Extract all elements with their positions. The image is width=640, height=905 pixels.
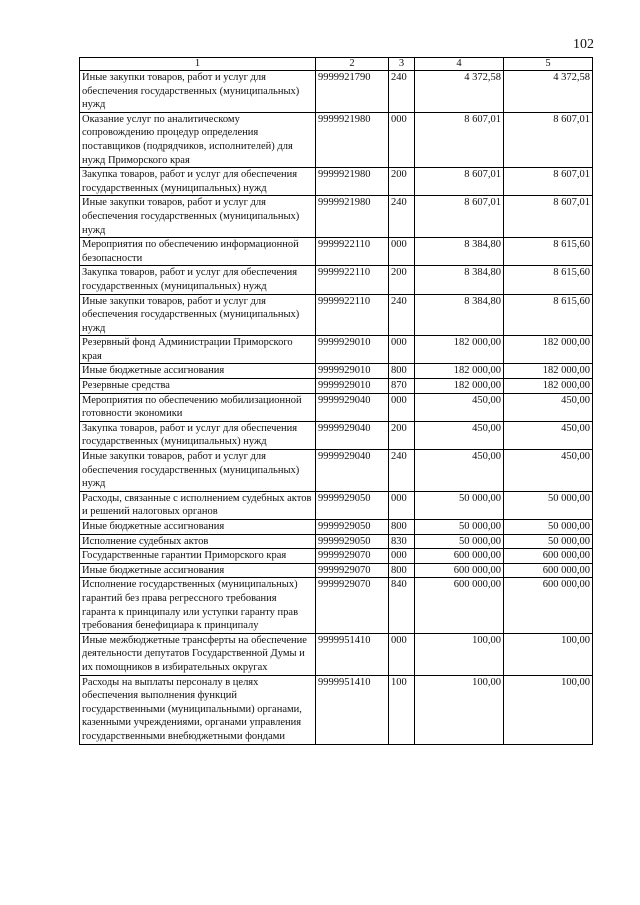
row-description: Иные бюджетные ассигнования: [80, 520, 316, 535]
table-row: [80, 238, 593, 266]
header-col-5: 5: [504, 58, 593, 71]
row-description: Иные бюджетные ассигнования: [80, 563, 316, 578]
row-expense-type: 800: [389, 563, 415, 578]
table-row: [80, 549, 593, 564]
row-amount-col5: 182 000,00: [504, 379, 593, 394]
row-target-code: 9999929040: [316, 393, 389, 421]
row-target-code: 9999929010: [316, 336, 389, 364]
row-expense-type: 840: [389, 578, 415, 633]
row-amount-col4: 182 000,00: [415, 336, 504, 364]
row-amount-col5: 600 000,00: [504, 549, 593, 564]
row-description: Мероприятия по обеспечению мобилизационной готовности экономики: [80, 393, 316, 421]
table-row: [80, 294, 593, 336]
row-amount-col4: 600 000,00: [415, 578, 504, 633]
table-row: [80, 563, 593, 578]
row-description: Иные закупки товаров, работ и услуг для обеспечения государственных (муниципальных) нужд: [80, 71, 316, 113]
row-expense-type: 000: [389, 238, 415, 266]
row-target-code: 9999929040: [316, 450, 389, 492]
table-row: [80, 675, 593, 744]
row-expense-type: 200: [389, 266, 415, 294]
row-amount-col4: 182 000,00: [415, 379, 504, 394]
row-target-code: 9999929050: [316, 491, 389, 519]
row-target-code: 9999922110: [316, 238, 389, 266]
row-description: Иные закупки товаров, работ и услуг для обеспечения государственных (муниципальных) нужд: [80, 294, 316, 336]
row-amount-col4: 450,00: [415, 450, 504, 492]
row-amount-col4: 100,00: [415, 675, 504, 744]
row-description: Иные закупки товаров, работ и услуг для обеспечения государственных (муниципальных) нужд: [80, 196, 316, 238]
header-row: [80, 58, 593, 71]
row-target-code: 9999921980: [316, 112, 389, 167]
row-expense-type: 870: [389, 379, 415, 394]
table-row: [80, 633, 593, 675]
row-amount-col4: 8 607,01: [415, 196, 504, 238]
row-expense-type: 200: [389, 168, 415, 196]
row-amount-col5: 8 607,01: [504, 112, 593, 167]
row-description: Расходы на выплаты персоналу в целях обеспечения выполнения функций государственными (муниципальными) органами, казенными учреждениями, органами управления государственными внебюджетными фондами: [80, 675, 316, 744]
row-expense-type: 000: [389, 491, 415, 519]
row-target-code: 9999929070: [316, 578, 389, 633]
row-amount-col5: 8 615,60: [504, 266, 593, 294]
table-row: [80, 491, 593, 519]
header-col-4: 4: [415, 58, 504, 71]
row-target-code: 9999929040: [316, 421, 389, 449]
row-amount-col4: 50 000,00: [415, 491, 504, 519]
row-amount-col4: 600 000,00: [415, 549, 504, 564]
row-target-code: 9999929050: [316, 534, 389, 549]
row-target-code: 9999929010: [316, 364, 389, 379]
row-description: Иные бюджетные ассигнования: [80, 364, 316, 379]
row-target-code: 9999922110: [316, 294, 389, 336]
row-expense-type: 800: [389, 364, 415, 379]
row-description: Государственные гарантии Приморского края: [80, 549, 316, 564]
row-target-code: 9999929010: [316, 379, 389, 394]
header-col-3: 3: [389, 58, 415, 71]
row-expense-type: 000: [389, 393, 415, 421]
row-amount-col5: 182 000,00: [504, 336, 593, 364]
row-expense-type: 240: [389, 71, 415, 113]
table-row: [80, 450, 593, 492]
row-amount-col4: 450,00: [415, 421, 504, 449]
row-amount-col4: 450,00: [415, 393, 504, 421]
table-row: [80, 379, 593, 394]
row-amount-col4: 8 384,80: [415, 238, 504, 266]
row-amount-col5: 182 000,00: [504, 364, 593, 379]
row-target-code: 9999951410: [316, 675, 389, 744]
row-description: Закупка товаров, работ и услуг для обеспечения государственных (муниципальных) нужд: [80, 421, 316, 449]
row-amount-col5: 100,00: [504, 633, 593, 675]
row-expense-type: 000: [389, 336, 415, 364]
row-amount-col5: 50 000,00: [504, 534, 593, 549]
row-description: Иные закупки товаров, работ и услуг для обеспечения государственных (муниципальных) нужд: [80, 450, 316, 492]
row-amount-col5: 50 000,00: [504, 520, 593, 535]
table-row: [80, 520, 593, 535]
budget-table: [79, 57, 593, 745]
table-row: [80, 393, 593, 421]
row-amount-col5: 50 000,00: [504, 491, 593, 519]
header-col-1: 1: [80, 58, 316, 71]
table-row: [80, 534, 593, 549]
row-description: Закупка товаров, работ и услуг для обеспечения государственных (муниципальных) нужд: [80, 266, 316, 294]
row-amount-col5: 8 607,01: [504, 196, 593, 238]
row-expense-type: 800: [389, 520, 415, 535]
table-body: [80, 71, 593, 745]
row-target-code: 9999929070: [316, 549, 389, 564]
table-row: [80, 168, 593, 196]
table-row: [80, 112, 593, 167]
row-amount-col5: 450,00: [504, 393, 593, 421]
header-col-2: 2: [316, 58, 389, 71]
row-expense-type: 240: [389, 196, 415, 238]
table-row: [80, 71, 593, 113]
row-description: Резервный фонд Администрации Приморского края: [80, 336, 316, 364]
row-description: Резервные средства: [80, 379, 316, 394]
row-amount-col4: 50 000,00: [415, 520, 504, 535]
row-amount-col4: 600 000,00: [415, 563, 504, 578]
row-target-code: 9999929070: [316, 563, 389, 578]
row-expense-type: 000: [389, 633, 415, 675]
row-expense-type: 240: [389, 294, 415, 336]
row-expense-type: 000: [389, 112, 415, 167]
row-description: Исполнение государственных (муниципальных) гарантий без права регрессного требования гаранта к принципалу или уступки гаранту прав требования бенефициара к принципалу: [80, 578, 316, 633]
row-amount-col5: 8 607,01: [504, 168, 593, 196]
row-target-code: 9999951410: [316, 633, 389, 675]
row-amount-col5: 4 372,58: [504, 71, 593, 113]
row-amount-col5: 8 615,60: [504, 238, 593, 266]
row-target-code: 9999921980: [316, 168, 389, 196]
row-amount-col4: 4 372,58: [415, 71, 504, 113]
page-number: 102: [573, 37, 594, 52]
row-amount-col4: 182 000,00: [415, 364, 504, 379]
row-expense-type: 200: [389, 421, 415, 449]
row-amount-col5: 600 000,00: [504, 563, 593, 578]
row-description: Оказание услуг по аналитическому сопровождению процедур определения поставщиков (подрядчиков, исполнителей) для нужд Приморского края: [80, 112, 316, 167]
row-target-code: 9999929050: [316, 520, 389, 535]
row-description: Исполнение судебных актов: [80, 534, 316, 549]
table-row: [80, 266, 593, 294]
row-target-code: 9999922110: [316, 266, 389, 294]
row-amount-col5: 100,00: [504, 675, 593, 744]
row-target-code: 9999921980: [316, 196, 389, 238]
row-expense-type: 830: [389, 534, 415, 549]
table-row: [80, 578, 593, 633]
row-amount-col4: 100,00: [415, 633, 504, 675]
row-description: Закупка товаров, работ и услуг для обеспечения государственных (муниципальных) нужд: [80, 168, 316, 196]
row-amount-col5: 8 615,60: [504, 294, 593, 336]
row-description: Мероприятия по обеспечению информационной безопасности: [80, 238, 316, 266]
row-description: Расходы, связанные с исполнением судебных актов и решений налоговых органов: [80, 491, 316, 519]
row-amount-col4: 8 384,80: [415, 294, 504, 336]
row-amount-col4: 50 000,00: [415, 534, 504, 549]
row-amount-col5: 450,00: [504, 450, 593, 492]
row-amount-col4: 8 384,80: [415, 266, 504, 294]
table-row: [80, 196, 593, 238]
table-row: [80, 364, 593, 379]
row-description: Иные межбюджетные трансферты на обеспечение деятельности депутатов Государственной Думы и их помощников в избирательных округах: [80, 633, 316, 675]
row-expense-type: 000: [389, 549, 415, 564]
row-expense-type: 240: [389, 450, 415, 492]
table-row: [80, 421, 593, 449]
table-row: [80, 336, 593, 364]
row-amount-col5: 450,00: [504, 421, 593, 449]
row-amount-col5: 600 000,00: [504, 578, 593, 633]
row-target-code: 9999921790: [316, 71, 389, 113]
row-expense-type: 100: [389, 675, 415, 744]
row-amount-col4: 8 607,01: [415, 168, 504, 196]
row-amount-col4: 8 607,01: [415, 112, 504, 167]
